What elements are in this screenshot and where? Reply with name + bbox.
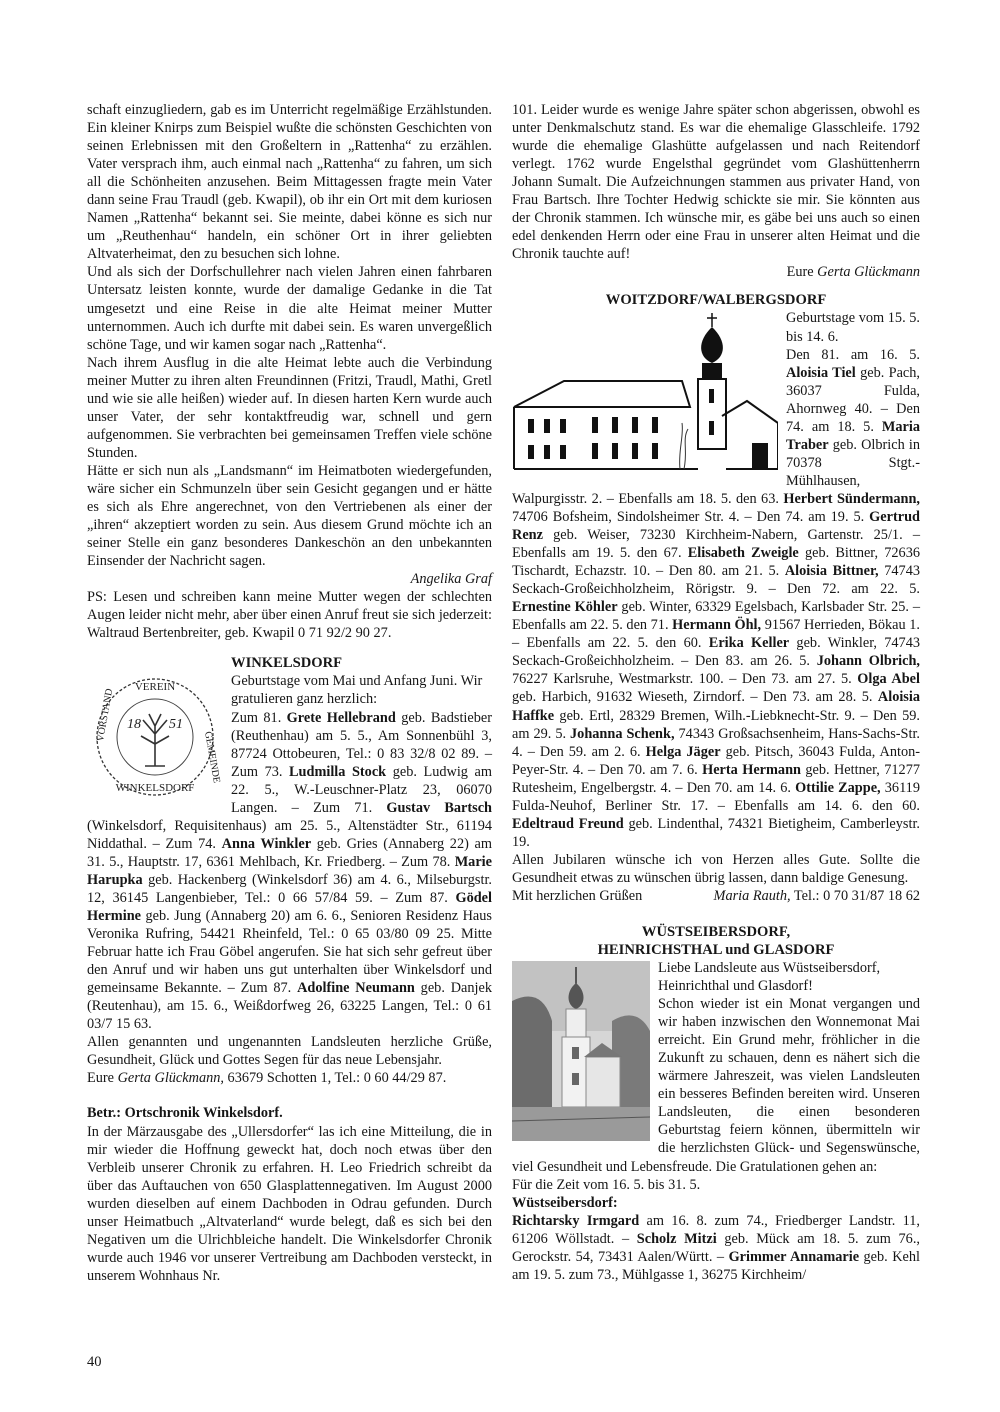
woitzdorf-intro: Geburtstage vom 15. 5. bis 14. 6.: [786, 310, 920, 345]
winkelsdorf-section: [87, 672, 492, 1087]
woitzdorf-greeting: Allen Jubilaren wünsche ich von Herzen alles Gute. Sollte die Gesundheit etwas zu wünschen übrig lassen, dann baldige Genesung.: [512, 851, 920, 886]
woitzdorf-section: [512, 309, 920, 905]
woitzdorf-list: Den 81. am 16. 5. Aloisia Tiel geb. Pach, 36037 Fulda, Ahornweg 40. – Den 74. am 18. 5. Maria Traber geb. Olbrich in 70378 Stgt.-Mühlhausen, Walpurgisstr. 2. – Ebenfalls am 18. 5. den 63. Herbert Sündermann, 74706 Bofsheim, Sindolsheimer Str. 4. – Den 74. am 19. 5. Gertrud Renz geb. Weiser, 73230 Kirchheim-Nabern, Gartenstr. 25/1. – Ebenfalls am 19. 5. den 67. Elisabeth Zweigle geb. Bittner, 72636 Tischardt, Echazstr. 10. – Den 80. am 21. 5. Aloisia Bittner, 74743 Seckach-Großeichholzheim, Rörigstr. 9. – Den 72. am 22. 5. Ernestine Köhler geb. Winter, 63329 Egelsbach, Karlsbader Str. 25. – Ebenfalls am 22. 5. den 71. Hermann Öhl, 91567 Herrieden, Bökau 1. – Ebenfalls am 22. 5. den 60. Erika Keller geb. Winkler, 74743 Seckach-Großeichholzheim. – Den 83. am 26. 5. Johann Olbrich, 76227 Karlsruhe, Westmarkstr. 100. – Den 73. am 27. 5. Olga Abel geb. Harbich, 91632 Wieseth, Zirndorf. – Den 73. am 28. 5. Aloisia Haffke geb. Ertl, 28329 Bremen, Wilh.-Liebknecht-Str. 9. – Den 59. am 29. 5. Johanna Schenk, 74343 Großsachsenheim, Hans-Sachs-Str. 4. – Den 59. am 2. 6. Helga Jäger geb. Pitsch, 36043 Fulda, Anton-Peyer-Str. 4. – Den 70. am 7. 6. Herta Hermann geb. Hettner, 71277 Rutesheim, Engelbergstr. 4. – Den 70. am 14. 6. Ottilie Zappe, 36119 Fulda-Neuhof, Berliner Str. 17. – Ebenfalls am 14. 6. den 60. Edeltraud Freund geb. Lindenthal, 74321 Bietigheim, Camberleystr. 19.: [512, 346, 921, 850]
right-column: [512, 101, 920, 1284]
section-heading-wuestseibersdorf: WÜSTSEIBERSDORF,: [641, 924, 791, 941]
wuest-intro: Schon wieder ist ein Monat vergangen und wir haben inzwischen den Wonnemonat Mai erreicht. Ein Grund mehr, fröhlicher in die Zukunft zu schauen, denn es nähert sich die wärmere Jahreszeit, was vielen Landsleuten ein besseres Befinden bereiten wird. Unseren Landsleuten, die einen besonderen Geburtstag feiern können, übermitteln wir die herzlichsten Glück- und Segenswünsche, viel Gesundheit und Lebensfreude. Die Gratulationen gehen an:: [512, 996, 920, 1175]
svg-text:GEMEINDE: GEMEINDE: [202, 731, 222, 785]
paragraph: 101. Leider wurde es wenige Jahre später schon abgerissen, obwohl es unter Denkmalschutz stand. Es war die ehemalige Glasschleife. 1792 wurde die ehemalige Glashütte aufgelassen und nach Reitendorf verlegt. 1762 wurde Engelsthal gegründet vom Glashüttenherrn Johann Sumalt. Die Aufzeichnungen stammen aus privater Hand, von Frau Bartsch. Ihre Tochter Hedwig schickte sie mir. Sie könnten aus der Chronik stammen. Ich wünsche mir, es gäbe bei uns auch so einen edel denkenden Herrn oder eine Frau in unserer alten Heimat und die Chronik tauchte auf!: [512, 102, 920, 263]
wuest-period: Für die Zeit vom 16. 5. bis 31. 5.: [512, 1176, 701, 1193]
woitzdorf-signature: Mit herzlichen Grüßen Maria Rauth, Tel.: 0 70 31/87 18 62: [512, 887, 920, 904]
section-heading-winkelsdorf: WINKELSDORF: [231, 655, 343, 672]
winkelsdorf-intro: Geburtstage vom Mai und Anfang Juni. Wir gratulieren ganz herzlich:: [231, 673, 483, 708]
svg-text:WINKELSDORF: WINKELSDORF: [115, 782, 195, 795]
svg-text:18: 18: [127, 717, 141, 733]
left-column: [87, 101, 492, 1285]
wuest-salutation: Liebe Landsleute aus Wüstseibersdorf, Heinrichthal und Glasdorf!: [658, 960, 881, 995]
postscript: PS: Lesen und schreiben kann meine Mutter wegen der schlechten Augen leider nicht mehr, aber über einen Anruf freut sie sich jederzeit: Waltraud Bertenbreiter, geb. Kwapil 0 71 92/2 90 27.: [87, 589, 492, 642]
section-heading-woitzdorf: WOITZDORF/WALBERGSDORF: [605, 292, 827, 309]
wuestseibersdorf-section: [512, 959, 920, 1284]
church-photo-image: [512, 961, 650, 1141]
winkelsdorf-list: Zum 81. Grete Hellebrand geb. Badstieber (Reuthenhau) am 5. 5., Am Sonnenbühl 3, 87724 Ottobeuren, Tel.: 0 83 32/8 02 89. – Zum 73. Ludmilla Stock geb. Ludwig am 22. 5., W.-Leuschner-Platz 23, 06070 Langen. – Zum 71. Gustav Bartsch (Winkelsdorf, Requisitenhaus) am 25. 5., Altenstädter Str., 61194 Niddathal. – Zum 74. Anna Winkler geb. Gries (Annaberg 22) am 31. 5., Hauptstr. 17, 6361 Mehlbach, Kr. Friedberg. – Zum 78. Marie Harupka geb. Hackenberg (Winkelsdorf 36) am 4. 6., Milseburgstr. 12, 36145 Langenbieber, Tel.: 0 66 57/84 59. – Zum 87. Gödel Hermine geb. Jung (Annaberg 20) am 6. 6., Senioren Residenz Haus Veronika Rufring, 54421 Rheinfeld, Tel.: 0 65 03/80 09 25. Mitte Februar hatte ich Frau Göbel angerufen. Sie hat sich sehr gefreut über den Anruf und wir haben uns gut unterhalten über Winkelsdorf und gemeinsame Bekannte. – Zum 87. Adolfine Neumann geb. Danjek (Reutenhau), am 15. 6., Weißdorfweg 26, 63225 Langen, Tel.: 0 61 03/7 15 63.: [87, 709, 493, 1033]
church-drawing-image: [512, 311, 778, 473]
paragraph: schaft einzugliedern, gab es im Unterricht regelmäßige Erzählstunden. Ein kleiner Knirps zum Beispiel wußte die schönsten Geschichten von seinen Erlebnissen mit den Großeltern in „Rattenha“ zu erzählen. Vater versprach ihm, auch einmal nach „Rattenha“ zu fahren, um sich all die Schönheiten anzusehen. Beim Mittagessen fragte mein Vater dann seine Frau Traudl (geb. Kwapil), ob ihr ein Ort mit dem kuriosen Namen „Rattenha“ bekannt sei. Sie meinte, dabei könne es sich nur um „Reuthenhau“ handeln, ein schöner Ort in ihrer geliebten Altvaterheimat, den zu besuchen sich lohne.: [87, 102, 492, 263]
svg-text:VEREIN: VEREIN: [134, 681, 176, 694]
signature-angelika-graf: Angelika Graf: [410, 571, 492, 588]
winkelsdorf-greeting: Allen genannten und ungenannten Landsleuten herzliche Grüße, Gesundheit, Glück und Gottes Segen für das neue Lebensjahr.: [87, 1034, 492, 1069]
section-subheading-heinrichsthal: HEINRICHSTHAL und GLASDORF: [597, 942, 835, 959]
chronik-heading: Betr.: Ortschronik Winkelsdorf.: [87, 1105, 283, 1122]
signature-gerta-glueckmann: Eure Gerta Glückmann: [786, 264, 920, 281]
paragraph: Nach ihrem Ausflug in die alte Heimat lebte auch die Verbindung meiner Mutter zu ihren alten Freundinnen (Fritzi, Traudl, Mathi, Gretl und wie sie alle heißen) wieder auf. In diesen harten Kern wurde auch unser Vater, der sehr kontaktfreudig war, schnell und gern aufgenommen. Sie verbrachten bei gemeinsamen Treffen viele schöne Stunden.: [87, 354, 492, 461]
winkelsdorf-stamp-image: [87, 674, 223, 800]
wuest-list: Richtarsky Irmgard am 16. 8. zum 74., Friedberger Landstr. 11, 61206 Wöllstadt. – Scholz Mitzi geb. Mück am 18. 5. zum 76., Gerockstr. 54, 73431 Aalen/Württ. – Grimmer Annamarie geb. Kehl am 19. 5. zum 73., Mühlgasse 1, 36275 Kirchheim/: [512, 1212, 921, 1283]
chronik-text: In der Märzausgabe des „Ullersdorfer“ las ich eine Mitteilung, die in mir wieder die Hoffnung geweckt hat, doch noch etwas über den Verbleib unserer Chronik zu erfahren. H. Leo Friedrich schreibt da über das Auftauchen von 650 Glasplattennegativen. Im August 2000 wurden dieselben auf einem Dachboden in Odrau gefunden. Durch unser Heimatbuch „Altvaterland“ wurde belegt, daß es sich bei den Negativen um die Ulrichbleiche handelt. Die Winkelsdorfer Chronik wurde auch 1946 vor unserer Vertreibung am Dachboden versteckt, in unserem Wohnhaus Nr.: [87, 1123, 492, 1284]
wuest-subheading: Wüstseibersdorf:: [512, 1194, 618, 1211]
paragraph: Hätte er sich nun als „Landsmann“ im Heimatboten wiedergefunden, wäre sicher ein Schmunzeln über sein Gesicht gegangen und er hätte es sich als Ehre angerechnet, von den Vertriebenen als einer der „ihren“ akzeptiert worden zu sein. Aus diesem Grund möchte ich an seiner Stelle ein ganz besonderes Dankeschön an den unbekannten Einsender der Nachricht sagen.: [87, 462, 492, 570]
svg-text:VORSTAND: VORSTAND: [95, 688, 116, 743]
winkelsdorf-signature: Eure Gerta Glückmann, 63679 Schotten 1, Tel.: 0 60 44/29 87.: [87, 1070, 447, 1087]
svg-text:51: 51: [169, 717, 183, 733]
page-number: 40: [87, 1354, 102, 1370]
paragraph: Und als sich der Dorfschullehrer nach vielen Jahren einen fahrbaren Untersatz leisten konnte, wurde der damalige Gedanke in die Tat umgesetzt und eine Reise in die alte Heimat meiner Mutter unternommen. Auch ich durfte mit dabei sein. Es waren unvergeßlich schöne Tage, und wir kamen sogar nach „Rattenha“.: [87, 264, 492, 353]
